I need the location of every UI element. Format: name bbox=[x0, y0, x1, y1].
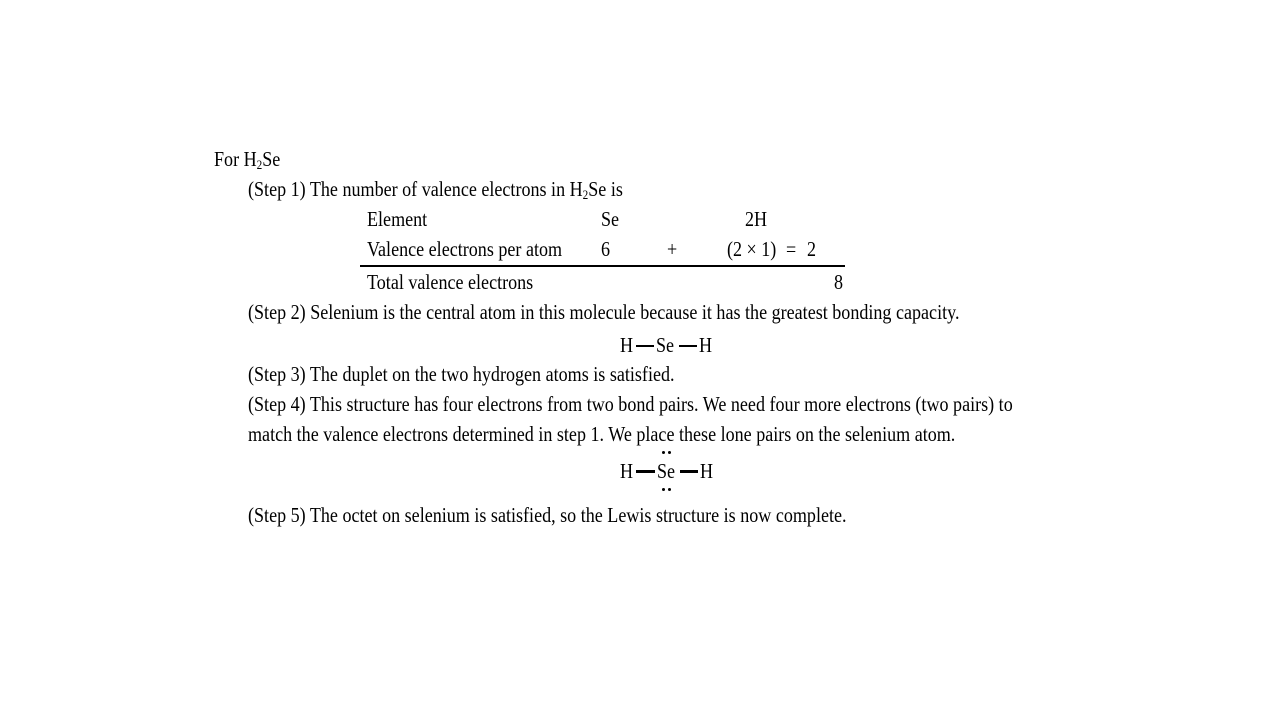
heading-prefix: For H bbox=[214, 147, 257, 171]
lewis1-right-h: H bbox=[699, 333, 713, 357]
step5-text: (Step 5) The octet on selenium is satisfied, so the Lewis structure is now complete. bbox=[248, 503, 847, 527]
lewis2-left-h: H bbox=[620, 459, 634, 483]
step4-text-line1: (Step 4) This structure has four electrons from two bond pairs. We need four more electrons (two pairs) to bbox=[248, 392, 1013, 416]
step1-prefix: (Step 1) The number of valence electrons in H bbox=[248, 177, 583, 201]
table-header-2h: 2H bbox=[745, 207, 768, 231]
lewis2-bond-right bbox=[680, 470, 698, 473]
step1-subscript: 2 bbox=[582, 187, 589, 202]
table-row-result: 2 bbox=[807, 237, 817, 261]
table-total-label: Total valence electrons bbox=[367, 270, 534, 294]
heading bbox=[214, 146, 280, 172]
lewis2-center-se: Se bbox=[657, 459, 676, 483]
step1-suffix: Se is bbox=[588, 177, 623, 201]
lewis1-left-h: H bbox=[620, 333, 634, 357]
lone-pair-bottom-icon bbox=[662, 488, 674, 492]
lewis2-right-h: H bbox=[700, 459, 714, 483]
table-divider bbox=[360, 265, 845, 267]
lewis1-bond-left bbox=[636, 345, 654, 347]
step2-text: (Step 2) Selenium is the central atom in this molecule because it has the greatest bonding capacity. bbox=[248, 300, 960, 324]
table-row-label: Valence electrons per atom bbox=[367, 237, 563, 261]
lewis2-bond-left bbox=[636, 470, 655, 473]
lone-pair-top-icon bbox=[662, 451, 674, 455]
lewis1-bond-right bbox=[679, 345, 697, 347]
table-header-se: Se bbox=[601, 207, 620, 231]
table-row-plus: + bbox=[667, 237, 678, 261]
table-total-value: 8 bbox=[834, 270, 844, 294]
table-row-equals: = bbox=[786, 237, 797, 261]
step3-text: (Step 3) The duplet on the two hydrogen atoms is satisfied. bbox=[248, 362, 675, 386]
table-row-se-value: 6 bbox=[601, 237, 611, 261]
heading-subscript: 2 bbox=[256, 157, 263, 172]
lewis1-center-se: Se bbox=[656, 333, 675, 357]
table-header-label: Element bbox=[367, 207, 428, 231]
step4-text-line2: match the valence electrons determined in step 1. We place these lone pairs on the selenium atom. bbox=[248, 422, 956, 446]
heading-suffix: Se bbox=[262, 147, 281, 171]
table-row-h-expression: (2 × 1) bbox=[727, 237, 777, 261]
step1-text bbox=[248, 176, 623, 202]
